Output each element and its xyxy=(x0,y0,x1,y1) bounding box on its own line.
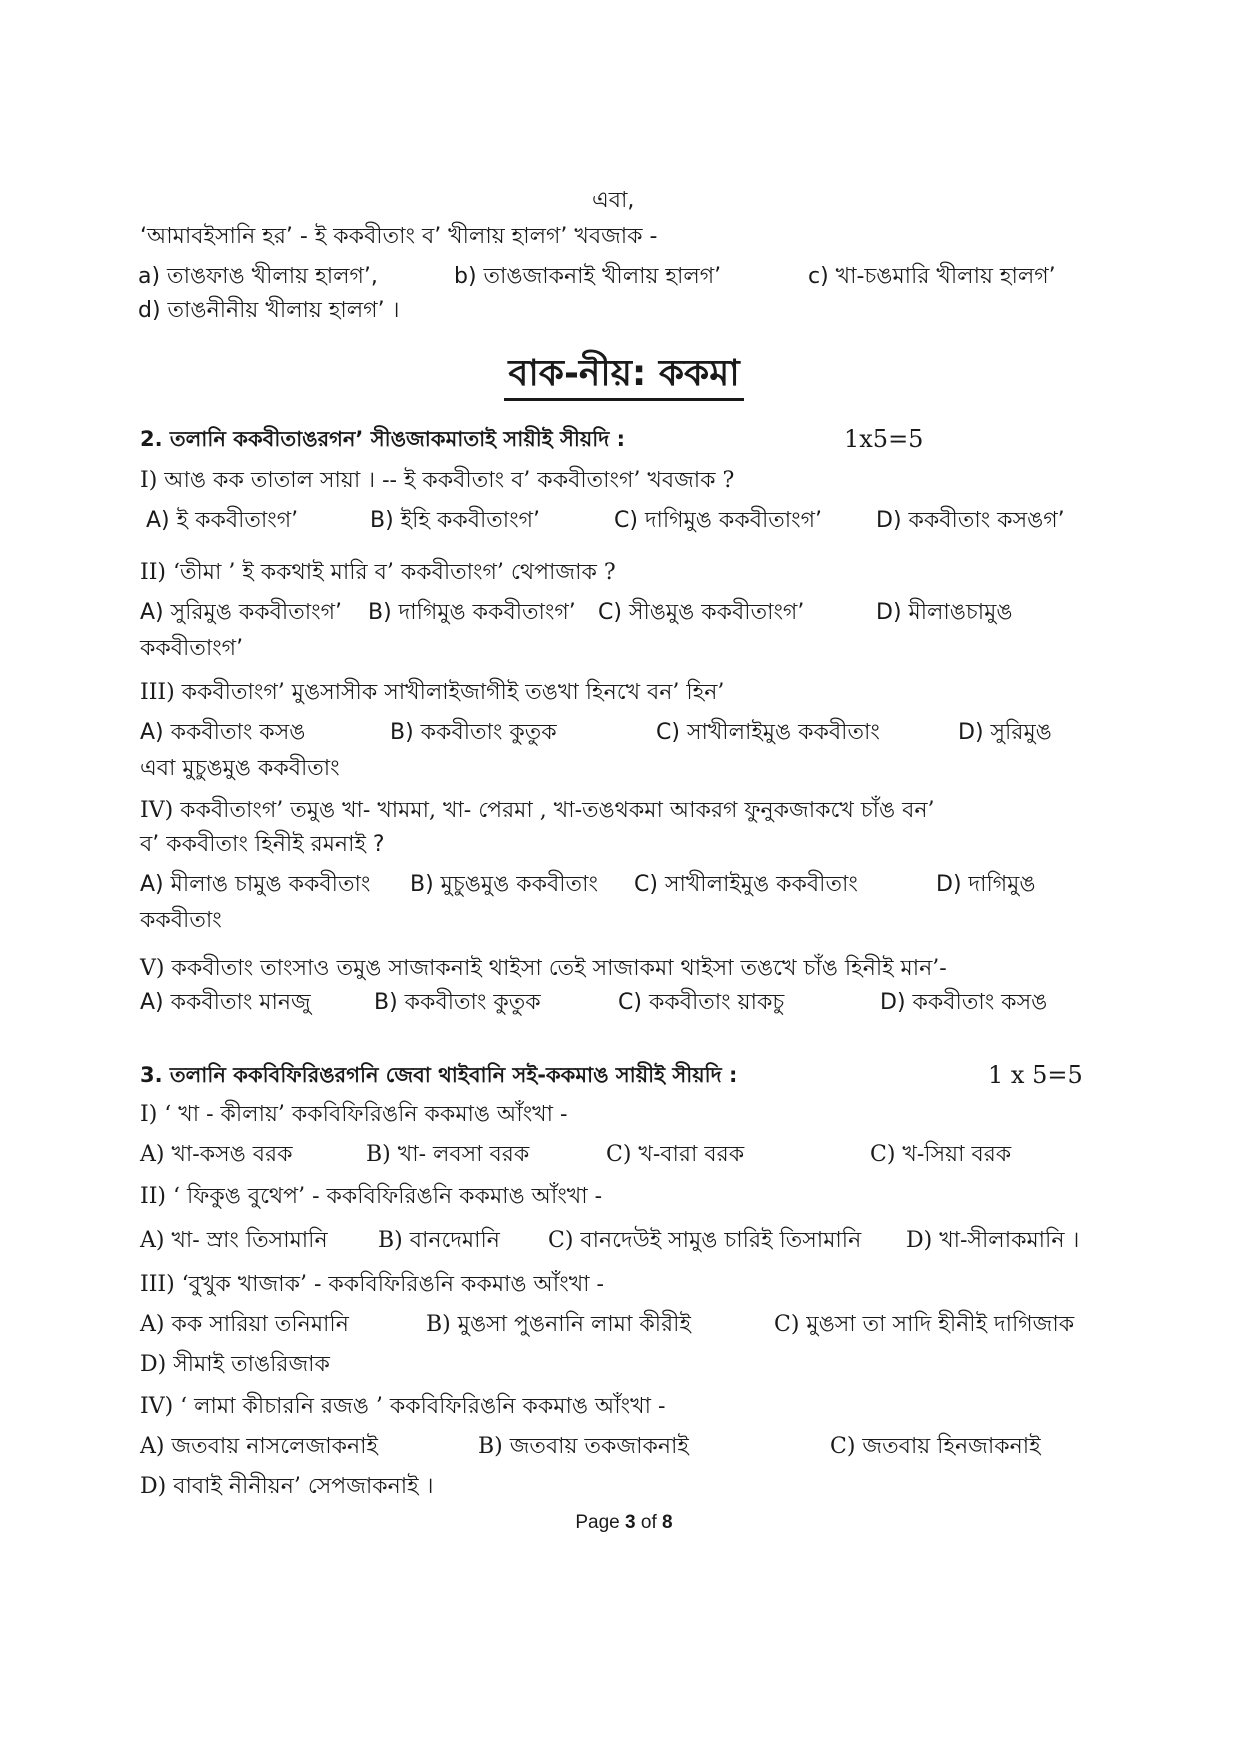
q2-item-3-option-a: A) ককবীতাং কসঙ xyxy=(140,720,306,745)
q3-item-1-question: I) ‘ খা - কীলায়’ ককবিফিরিঙনি ককমাঙ আঁংখা - xyxy=(140,1102,568,1127)
q3-item-4-option-c: C) জতবায় হিনজাকনাই xyxy=(830,1434,1041,1459)
q2-item-3-question: III) ককবীতাংগ’ মুঙসাসীক সাখীলাইজাগীই তঙখা হিনখে বন’ হিন’ xyxy=(140,680,725,705)
q3-item-3-option-a: A) কক সারিয়া তনিমানি xyxy=(140,1312,349,1337)
q2-item-1-question: I) আঙ কক তাতাল সায়া । -- ই ককবীতাং ব’ ককবীতাংগ’ খবজাক ? xyxy=(140,468,735,493)
q2-item-2-option-b: B) দাগিমুঙ ককবীতাংগ’ xyxy=(368,600,576,625)
q3-item-1-option-a: A) খা-কসঙ বরক xyxy=(140,1142,293,1167)
intro-option-a: a) তাঙফাঙ খীলায় হালগ’, xyxy=(138,264,378,289)
q3-item-3-option-b: B) মুঙসা পুঙনানি লামা কীরীই xyxy=(426,1312,691,1337)
q2-item-4-option-c: C) সাখীলাইমুঙ ককবীতাং xyxy=(634,872,858,897)
q2-item-5-option-c: C) ককবীতাং য়াকচু xyxy=(618,990,785,1015)
intro-question: ‘আমাবইসানি হর’ - ই ককবীতাং ব’ খীলায় হালগ’ খবজাক - xyxy=(140,224,658,249)
q2-item-4-option-d: D) দাগিমুঙ xyxy=(936,872,1036,897)
q3-item-2-option-c: C) বানদেউই সামুঙ চারিই তিসামানি xyxy=(548,1228,862,1253)
q3-item-4-option-a: A) জতবায় নাসলেজাকনাই xyxy=(140,1434,378,1459)
section-title xyxy=(0,352,1248,401)
q2-item-4-option-a: A) মীলাঙ চামুঙ ককবীতাং xyxy=(140,872,371,897)
q3-item-4-option-b: B) জতবায় তকজাকনাই xyxy=(478,1434,689,1459)
q2-marks: 1x5=5 xyxy=(844,425,924,453)
q2-item-4-question-cont: ব’ ককবীতাং হিনীই রমনাই ? xyxy=(140,832,385,857)
q3-item-4-question: IV) ‘ লামা কীচারনি রজঙ ’ ককবিফিরিঙনি ককমাঙ আঁংখা - xyxy=(140,1394,666,1419)
q2-item-4-question: IV) ককবীতাংগ’ তমুঙ খা- খামমা, খা- পেরমা , খা-তঙথকমা আকরগ ফুনুকজাকখে চাঁঙ বন’ xyxy=(140,798,935,823)
q2-item-3-continuation: এবা মুচুঙমুঙ ককবীতাং xyxy=(140,756,340,781)
page-footer xyxy=(0,1512,1248,1534)
q3-item-2-option-a: A) খা- স্রাং তিসামানি xyxy=(140,1228,328,1253)
q3-item-1-option-d: C) খ-সিয়া বরক xyxy=(870,1142,1012,1167)
q3-item-2-question: II) ‘ ফিকুঙ বুথেপ’ - ককবিফিরিঙনি ককমাঙ আঁংখা - xyxy=(140,1184,603,1209)
q2-item-4-continuation: ককবীতাং xyxy=(140,908,222,933)
footer-current-page: 3 xyxy=(625,1512,636,1533)
intro-option-d: d) তাঙনীনীয় খীলায় হালগ’ । xyxy=(138,298,400,323)
q3-item-1-option-c: C) খ-বারা বরক xyxy=(606,1142,745,1167)
q2-item-2-option-a: A) সুরিমুঙ ককবীতাংগ’ xyxy=(140,600,342,625)
q3-title: 3. তলানি ককবিফিরিঙরগনি জেবা থাইবানি সই-ককমাঙ সায়ীই সীয়দি : xyxy=(140,1063,738,1087)
q2-item-3-option-c: C) সাখীলাইমুঙ ককবীতাং xyxy=(656,720,880,745)
q3-item-3-option-c: C) মুঙসা তা সাদি হীনীই দাগিজাক xyxy=(774,1312,1075,1337)
q3-item-2-option-b: B) বানদেমানি xyxy=(378,1228,500,1253)
q2-title: 2. তলানি ককবীতাঙরগন’ সীঙজাকমাতাই সায়ীই সীয়দি : xyxy=(140,427,625,451)
q3-marks: 1 x 5=5 xyxy=(988,1061,1083,1089)
q2-item-3-option-d: D) সুরিমুঙ xyxy=(958,720,1052,745)
q3-item-4-option-d: D) বাবাই নীনীয়ন’ সেপজাকনাই । xyxy=(140,1474,434,1499)
q2-item-3-option-b: B) ককবীতাং কুতুক xyxy=(390,720,557,745)
conjunction-text: এবা, xyxy=(592,188,635,213)
q2-item-4-option-b: B) মুচুঙমুঙ ককবীতাং xyxy=(410,872,598,897)
q2-item-1-option-a: A) ই ককবীতাংগ’ xyxy=(146,508,299,533)
q2-item-1-option-c: C) দাগিমুঙ ককবীতাংগ’ xyxy=(614,508,823,533)
intro-option-c: c) খা-চঙমারি খীলায় হালগ’ xyxy=(808,264,1056,289)
q2-item-5-option-b: B) ককবীতাং কুতুক xyxy=(374,990,541,1015)
q2-item-2-continuation: ককবীতাংগ’ xyxy=(140,636,244,661)
q2-item-5-option-d: D) ককবীতাং কসঙ xyxy=(880,990,1048,1015)
q2-item-2-option-c: C) সীঙমুঙ ককবীতাংগ’ xyxy=(598,600,805,625)
q3-item-3-option-d: D) সীমাই তাঙরিজাক xyxy=(140,1352,330,1377)
q3-item-3-question: III) ‘বুখুক খাজাক’ - ককবিফিরিঙনি ককমাঙ আঁংখা - xyxy=(140,1272,604,1297)
q2-item-5-question: V) ককবীতাং তাংসাও তমুঙ সাজাকনাই থাইসা তেই সাজাকমা থাইসা তঙখে চাঁঙ হিনীই মান’- xyxy=(140,956,947,981)
footer-of-word: of xyxy=(640,1512,657,1533)
footer-page-word: Page xyxy=(575,1512,620,1533)
q3-item-2-option-d: D) খা-সীলাকমানি । xyxy=(906,1228,1080,1253)
q2-item-1-option-b: B) ইহি ককবীতাংগ’ xyxy=(370,508,541,533)
q2-item-2-option-d: D) মীলাঙচামুঙ xyxy=(876,600,1013,625)
q2-item-1-option-d: D) ককবীতাং কসঙগ’ xyxy=(876,508,1065,533)
section-title-text: বাক-নীয়: ককমা xyxy=(504,352,743,401)
q2-item-2-question: II) ‘তীমা ’ ই ককথাই মারি ব’ ককবীতাংগ’ থেপাজাক ? xyxy=(140,560,616,585)
footer-total-pages: 8 xyxy=(662,1512,673,1533)
q3-item-1-option-b: B) খা- লবসা বরক xyxy=(366,1142,530,1167)
q2-item-5-option-a: A) ককবীতাং মানজু xyxy=(140,990,311,1015)
intro-option-b: b) তাঙজাকনাই খীলায় হালগ’ xyxy=(454,264,722,289)
